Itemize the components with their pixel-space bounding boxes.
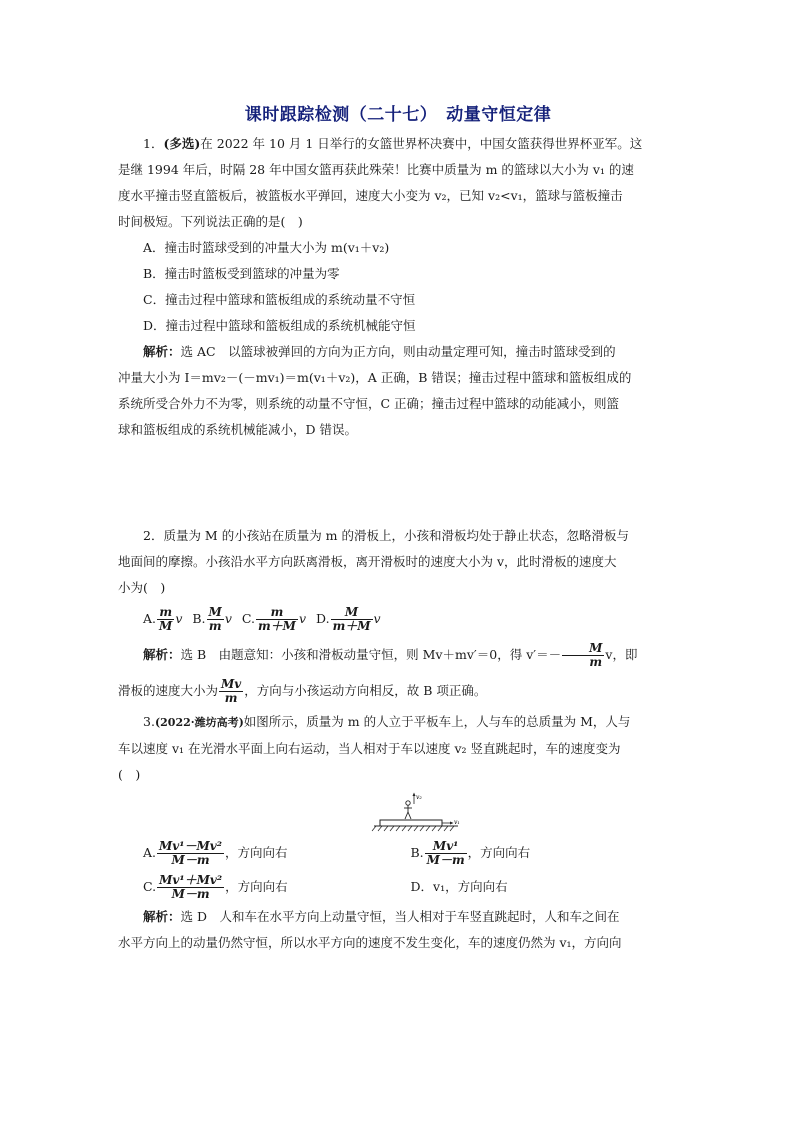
- q2-answer-2: [118, 673, 678, 709]
- q2-option-a-var: v: [175, 611, 183, 626]
- fraction-numerator: Mv¹＋Mv²: [159, 873, 223, 887]
- q3-option-b-text: ，方向向右: [467, 845, 531, 860]
- q1-tag: (多选): [163, 136, 201, 151]
- fraction-denominator: m: [224, 691, 238, 705]
- q2-option-c-label: C.: [241, 611, 255, 626]
- q2-option-d-var: v: [373, 611, 381, 626]
- question-1: [118, 131, 678, 443]
- q3-option-a-text: ，方向向右: [225, 845, 288, 860]
- q3-source: (2022·潍坊高考): [154, 716, 244, 729]
- question-2: [118, 523, 678, 709]
- question-3: [118, 709, 678, 956]
- q1-number: 1．: [143, 136, 164, 151]
- q2-stem-1: [118, 523, 678, 549]
- q3-answer-label: 解析：: [143, 909, 181, 924]
- fraction-numerator: m: [256, 606, 298, 620]
- q2-option-d-fraction: [331, 606, 373, 633]
- q2-option-c-var: v: [298, 611, 307, 626]
- q3-option-b-fraction: [425, 840, 467, 867]
- q2-option-b-label: B.: [192, 611, 206, 626]
- q1-option-d: D．撞击过程中篮球和篮板组成的系统机械能守恒: [143, 318, 416, 333]
- v1-arrow-head: [450, 822, 454, 825]
- fraction-denominator: M－m: [171, 853, 210, 867]
- q3-option-a: [143, 836, 411, 870]
- q2-option-a-fraction: [157, 606, 174, 633]
- ground-hatch: [372, 826, 454, 831]
- q2-stem-2: 地面间的摩擦。小孩沿水平方向跃离滑板，离开滑板时的速度大小为 v，此时滑板的速度大: [118, 554, 617, 569]
- fraction-denominator: M－m: [171, 887, 210, 901]
- q3-option-c: [143, 870, 411, 904]
- q3-option-a-fraction: [157, 840, 224, 867]
- q2-option-a-label: A.: [143, 611, 157, 626]
- q3-stem-2: 车以速度 v₁ 在光滑水平面上向右运动，当人相对于车以速度 v₂ 竖直跳起时，车的速度变为: [118, 741, 621, 756]
- q1-stem-2: 是继 1994 年后，时隔 28 年中国女篮再获此殊荣！比赛中质量为 m 的篮球以大小为 v₁ 的速: [118, 162, 634, 177]
- q3-option-d: D．v₁，方向向右: [410, 879, 508, 894]
- q1-option-b: B．撞击时篮板受到篮球的冲量为零: [143, 266, 340, 281]
- q3-option-b-label: B.: [410, 845, 424, 860]
- q2-option-b-var: v: [224, 611, 232, 626]
- page-title: 课时跟踪检测（二十七） 动量守恒定律: [244, 105, 552, 125]
- q2-answer-fraction-2: [219, 678, 243, 705]
- fraction-numerator: M: [331, 606, 373, 620]
- person-icon: [404, 801, 412, 819]
- fraction-numerator: Mv: [221, 677, 242, 691]
- q3-option-b: [411, 836, 679, 870]
- q3-option-c-text: ，方向向右: [225, 879, 288, 894]
- q1-option-c: C．撞击过程中篮球和篮板组成的系统动量不守恒: [143, 292, 416, 307]
- fraction-denominator: M－m: [426, 853, 465, 867]
- q1-answer-1: [118, 339, 678, 365]
- q3-option-c-fraction: [157, 874, 224, 901]
- cart-figure: [366, 790, 466, 836]
- fraction-denominator: M: [159, 619, 173, 633]
- v1-label: v₁: [454, 819, 460, 826]
- q2-answer-fraction-1: [562, 642, 604, 669]
- q2-option-d: [316, 605, 381, 633]
- q1-answer-text-1: 选 AC 以篮球被弹回的方向为正方向，则由动量定理可知，撞击时篮球受到的: [180, 344, 616, 359]
- q2-answer-text-2: 滑板的速度大小为: [118, 683, 219, 698]
- q2-stem-text-1: 质量为 M 的小孩站在质量为 m 的滑板上，小孩和滑板均处于静止状态，忽略滑板与: [163, 528, 630, 543]
- q1-answer-2: 冲量大小为 I＝mv₂－(－mv₁)＝m(v₁＋v₂)，A 正确，B 错误；撞击过程中篮球和篮板组成的: [118, 370, 632, 385]
- fraction-numerator: Mv¹－Mv²: [159, 839, 223, 853]
- fraction-denominator: m＋M: [257, 619, 296, 633]
- q1-stem-4: 时间极短。下列说法正确的是( ): [118, 214, 303, 229]
- fraction-denominator: m: [589, 655, 603, 669]
- q2-number: 2．: [143, 528, 164, 543]
- q3-options-row-1: [118, 836, 678, 870]
- q2-option-a: [143, 605, 183, 633]
- v2-label: v₂: [416, 794, 422, 801]
- q3-options-row-2: [118, 870, 678, 904]
- spacer: [118, 443, 678, 523]
- q3-option-c-label: C.: [143, 879, 157, 894]
- q1-answer-4: 球和篮板组成的系统机械能减小，D 错误。: [118, 422, 357, 437]
- q3-answer-2: 水平方向上的动量仍然守恒，所以水平方向的速度不发生变化，车的速度仍然为 v₁，方向向: [118, 935, 622, 950]
- fraction-denominator: m＋M: [332, 619, 371, 633]
- page: [118, 100, 678, 956]
- fraction-numerator: M: [562, 642, 604, 656]
- fraction-numerator: M: [208, 605, 222, 619]
- q2-answer-1: [118, 637, 678, 673]
- q3-stem-3: ( ): [118, 767, 141, 782]
- q2-options: [118, 601, 678, 637]
- q2-option-b-fraction: [207, 606, 224, 633]
- q2-option-c: [241, 605, 307, 633]
- q3-stem-text-1: 如图所示，质量为 m 的人立于平板车上，人与车的总质量为 M，人与: [243, 714, 631, 729]
- fraction-numerator: m: [157, 606, 174, 620]
- q2-answer-label: 解析：: [143, 647, 181, 662]
- q1-answer-label: 解析：: [143, 344, 181, 359]
- q2-answer-text-2b: ，方向与小孩运动方向相反，故 B 项正确。: [244, 683, 487, 698]
- q1-stem-3: 度水平撞击竖直篮板后，被篮板水平弹回，速度大小变为 v₂，已知 v₂<v₁，篮球与篮板撞击: [118, 188, 623, 203]
- q1-option-a: A．撞击时篮球受到的冲量大小为 m(v₁＋v₂): [143, 240, 390, 255]
- q1-stem-line: [118, 131, 678, 157]
- q1-stem-1: 在 2022 年 10 月 1 日举行的女篮世界杯决赛中，中国女篮获得世界杯亚军。这: [200, 136, 643, 151]
- cart-board: [380, 820, 442, 826]
- q3-option-a-label: A.: [143, 845, 157, 860]
- fraction-denominator: m: [208, 619, 222, 633]
- q3-answer-text-1: 选 D 人和车在水平方向上动量守恒，当人相对于车竖直跳起时，人和车之间在: [180, 909, 620, 924]
- q3-answer-1: [118, 904, 678, 930]
- q2-option-d-label: D.: [316, 611, 330, 626]
- q1-answer-3: 系统所受合外力不为零，则系统的动量不守恒，C 正确；撞击过程中篮球的动能减小，则篮: [118, 396, 620, 411]
- fraction-numerator: Mv¹: [425, 840, 467, 854]
- q3-number: 3.: [143, 714, 155, 729]
- q3-stem-1: [118, 709, 678, 736]
- q2-option-c-fraction: [256, 606, 298, 633]
- q2-option-b: [192, 605, 232, 633]
- q2-answer-text-1b: v，即: [605, 647, 638, 662]
- q2-answer-text-1: 选 B 由题意知：小孩和滑板动量守恒，则 Mv＋mv′＝0，得 v′＝－: [180, 647, 562, 662]
- q2-stem-3: 小为( ): [118, 580, 166, 595]
